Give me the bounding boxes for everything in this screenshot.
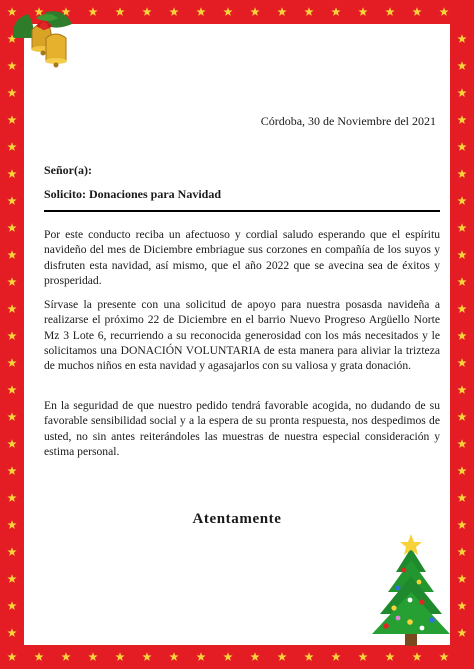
border-star-icon bbox=[457, 34, 466, 43]
border-star-icon bbox=[196, 7, 205, 16]
border-star-icon bbox=[457, 169, 466, 178]
border-star-icon bbox=[385, 652, 394, 661]
border-star-icon bbox=[7, 385, 16, 394]
border-star-icon bbox=[7, 493, 16, 502]
border-star-icon bbox=[7, 142, 16, 151]
border-star-icon bbox=[115, 652, 124, 661]
border-star-icon bbox=[196, 652, 205, 661]
border-star-icon bbox=[7, 331, 16, 340]
christmas-bells-icon bbox=[6, 8, 86, 78]
border-star-icon bbox=[7, 601, 16, 610]
border-star-icon bbox=[304, 652, 313, 661]
border-star-icon bbox=[457, 88, 466, 97]
border-star-icon bbox=[7, 547, 16, 556]
border-star-icon bbox=[7, 439, 16, 448]
border-star-icon bbox=[7, 196, 16, 205]
border-star-icon bbox=[7, 628, 16, 637]
christmas-tree-icon bbox=[366, 530, 456, 650]
border-star-icon bbox=[7, 223, 16, 232]
border-star-icon bbox=[7, 412, 16, 421]
border-star-icon bbox=[7, 169, 16, 178]
border-star-icon bbox=[7, 652, 16, 661]
border-star-icon bbox=[7, 277, 16, 286]
border-star-icon bbox=[412, 652, 421, 661]
border-star-icon bbox=[88, 652, 97, 661]
paragraph-request: Sírvase la presente con una solicitud de apoyo para nuestra posasda navideña a realizarse el próximo 22 de Diciembre en el barrio Nuevo Progreso Argüello Norte Mz 3 Lote 6, recurriendo a su reconocida generosidad con los más necesitados y le solicitamos una DONACIÓN VOLUNTARIA de esta manera para aliviar la trizteza de muchos niños en esta navidad y agasajarlos con su valiosa y grata donación. bbox=[44, 298, 440, 373]
border-star-icon bbox=[277, 7, 286, 16]
border-star-icon bbox=[169, 652, 178, 661]
border-star-icon bbox=[457, 331, 466, 340]
border-star-icon bbox=[457, 61, 466, 70]
border-star-icon bbox=[457, 115, 466, 124]
border-star-icon bbox=[439, 7, 448, 16]
border-star-icon bbox=[7, 250, 16, 259]
letter-date: Córdoba, 30 de Noviembre del 2021 bbox=[260, 114, 436, 128]
border-star-icon bbox=[250, 652, 259, 661]
border-star-icon bbox=[304, 7, 313, 16]
border-star-icon bbox=[457, 223, 466, 232]
closing-signature: Atentamente bbox=[192, 511, 282, 527]
border-star-icon bbox=[457, 412, 466, 421]
border-star-icon bbox=[457, 358, 466, 367]
border-star-icon bbox=[457, 439, 466, 448]
border-star-icon bbox=[34, 652, 43, 661]
border-star-icon bbox=[250, 7, 259, 16]
border-star-icon bbox=[358, 7, 367, 16]
border-star-icon bbox=[439, 652, 448, 661]
border-star-icon bbox=[457, 304, 466, 313]
border-star-icon bbox=[7, 358, 16, 367]
border-star-icon bbox=[457, 250, 466, 259]
border-star-icon bbox=[457, 466, 466, 475]
border-star-icon bbox=[457, 196, 466, 205]
border-star-icon bbox=[457, 385, 466, 394]
border-star-icon bbox=[61, 652, 70, 661]
border-star-icon bbox=[7, 304, 16, 313]
subject-line: Solicito: Donaciones para Navidad bbox=[44, 187, 222, 201]
paragraph-greeting: Por este conducto reciba un afectuoso y cordial saludo esperando que el espíritu navideño del mes de Diciembre embriague sus corzones en compañía de los suyos y disfruten esta navidad, así mismo, que el año 2022 que se avecina sea de éxitos y prosperidad. bbox=[44, 228, 440, 287]
border-star-icon bbox=[115, 7, 124, 16]
border-star-icon bbox=[457, 628, 466, 637]
border-star-icon bbox=[7, 574, 16, 583]
border-star-icon bbox=[457, 142, 466, 151]
border-star-icon bbox=[7, 88, 16, 97]
border-star-icon bbox=[457, 547, 466, 556]
border-star-icon bbox=[223, 652, 232, 661]
border-star-icon bbox=[358, 652, 367, 661]
border-star-icon bbox=[142, 7, 151, 16]
border-star-icon bbox=[169, 7, 178, 16]
border-star-icon bbox=[457, 601, 466, 610]
border-star-icon bbox=[412, 7, 421, 16]
subject-divider bbox=[44, 210, 440, 212]
border-star-icon bbox=[7, 466, 16, 475]
paragraph-farewell: En la seguridad de que nuestro pedido tendrá favorable acogida, no dudando de su favorable sensibilidad social y a la espera de su pronta respuesta, nos despedimos de usted, no sin antes reiterándoles las muestras de nuestra especial consideración y estima personal. bbox=[44, 399, 440, 458]
border-star-icon bbox=[88, 7, 97, 16]
border-star-icon bbox=[457, 493, 466, 502]
border-star-icon bbox=[331, 652, 340, 661]
border-star-icon bbox=[223, 7, 232, 16]
border-star-icon bbox=[457, 574, 466, 583]
border-star-icon bbox=[457, 277, 466, 286]
border-star-icon bbox=[277, 652, 286, 661]
salutation: Señor(a): bbox=[44, 163, 92, 177]
border-star-icon bbox=[142, 652, 151, 661]
border-star-icon bbox=[385, 7, 394, 16]
border-star-icon bbox=[331, 7, 340, 16]
